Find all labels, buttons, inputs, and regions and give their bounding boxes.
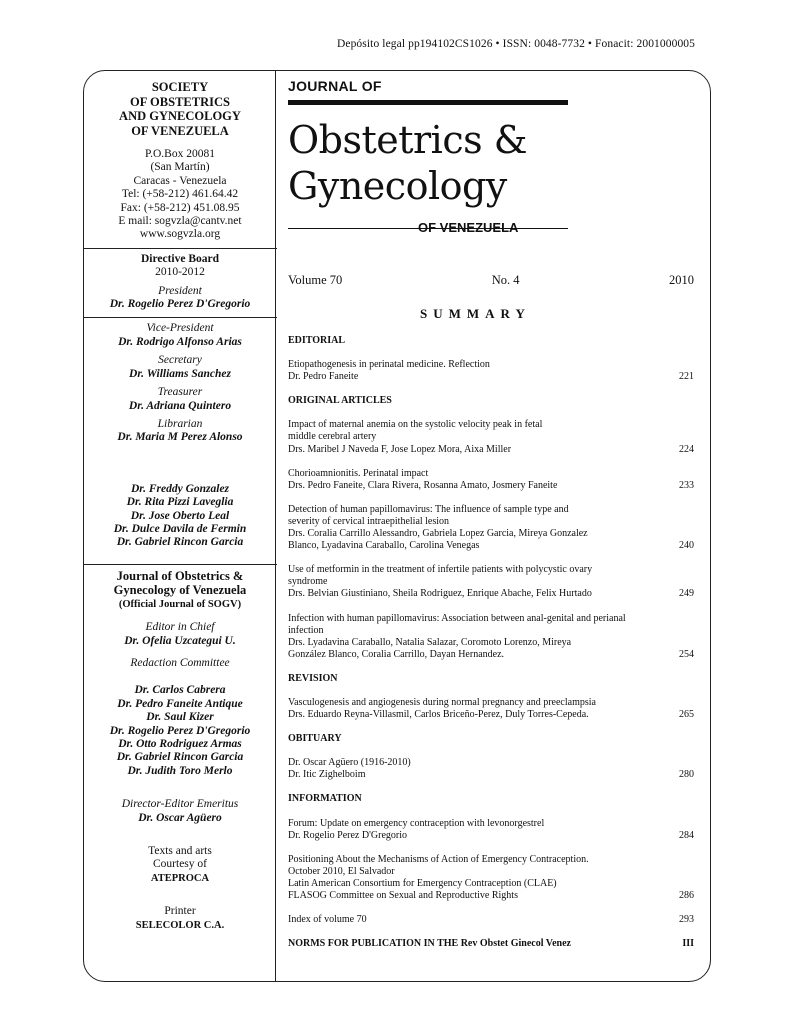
toc-entry[interactable] [288,613,694,661]
address-line: P.O.Box 20081 [145,148,215,160]
volume: Volume 70 [288,273,343,287]
masthead-title-gynecology: Gynecology [288,164,507,208]
committee-member: Dr. Gabriel Rincon Garcia [116,751,244,764]
committee-member: Dr. Saul Kizer [146,711,214,724]
toc-entry[interactable] [288,914,694,926]
toc-entry-authors: Drs. Maribel J Naveda F, Jose Lopez Mora, Aixa Miller [288,443,512,455]
toc-entry-title: severity of cervical intraepithelial lesion [288,515,450,527]
left-separator [83,564,277,565]
address-line: Tel: (+58-212) 461.64.42 [121,188,239,201]
role-label: President [158,284,202,297]
toc-entry-title: syndrome [288,576,328,588]
toc-entry-title: middle cerebral artery [288,431,377,443]
toc-entry-title: Vasculogenesis and angiogenesis during normal pregnancy and preeclampsia [288,696,596,708]
role-label: Librarian [157,417,203,430]
texts-credit-line: Texts and arts [148,845,212,858]
toc-entry-title: Chorioamnionitis. Perinatal impact [288,467,429,479]
board-period: 2010-2012 [155,266,205,279]
toc-entry-authors: Drs. Eduardo Reyna-Villasmil, Carlos Briceño-Perez, Duly Torres-Cepeda. [288,709,589,721]
toc-page-number: 293 [679,914,694,926]
toc-entry[interactable] [288,359,694,383]
spacer [90,670,270,684]
email-line: E mail: sogvzla@cantv.net [118,215,242,228]
toc-entry-authors: Drs. Coralia Carrillo Alessandro, Gabriela Lopez Garcia, Mireya Gonzalez [288,528,588,540]
masthead-underline [288,228,568,229]
section-heading-revision: REVISION [288,672,338,684]
column-divider [275,70,276,982]
committee-member: Dr. Carlos Cabrera [134,684,226,697]
role-person: Dr. Williams Sanchez [129,367,231,380]
board-member: Dr. Jose Oberto Leal [130,509,230,522]
section-heading-obituary: OBITUARY [288,733,342,745]
issue-year: 2010 [668,273,694,287]
society-line: OF VENEZUELA [131,123,229,138]
toc-entry-authors: Blanco, Lyadavina Caraballo, Carolina Venegas [288,540,480,552]
toc-page-number: 265 [679,709,694,721]
toc-entry[interactable] [288,818,694,842]
toc-page-number: 280 [679,769,694,781]
role-person: Dr. Rogelio Perez D'Gregorio [109,298,251,311]
board-member: Dr. Freddy Gonzalez [130,482,230,495]
left-column [90,80,270,932]
board-title: Directive Board [140,252,220,265]
toc-page-number: 286 [679,890,694,901]
role-label: Treasurer [157,386,203,399]
address-line: (San Martín) [150,161,210,174]
committee-member: Dr. Pedro Faneite Antique [117,697,243,710]
toc-page-number: 254 [679,648,694,660]
toc-entry-title: Index of volume 70 [288,914,367,926]
toc-entry-authors: Drs. Pedro Faneite, Clara Rivera, Rosanna Amato, Josmery Faneite [288,479,558,491]
emeritus-role: Director-Editor Emeritus [121,798,239,811]
toc-entry-title: Use of metformin in the treatment of infertile patients with polycystic ovary [288,564,593,576]
toc-entry-title: Detection of human papillomavirus: The influence of sample type and [288,503,569,515]
summary-heading: SUMMARY [420,306,531,321]
toc-entry[interactable] [288,564,694,600]
journal-info-title [90,569,270,598]
section-heading-original-articles: ORIGINAL ARTICLES [288,395,392,407]
toc-entry-authors: Dr. Rogelio Perez D'Gregorio [288,829,407,841]
committee-member: Dr. Rogelio Perez D'Gregorio [109,724,251,737]
issue-info [288,273,694,288]
society-line: AND GYNECOLOGY [119,109,241,123]
toc-page-number: 221 [679,371,694,383]
toc-entry-authors: Dr. Itic Zighelboim [288,769,366,781]
masthead-journal-of: JOURNAL OF [288,78,382,94]
editor-name: Dr. Ofelia Uzcategui U. [124,634,236,647]
toc-entry-title: Forum: Update on emergency contraception with levonorgestrel [288,817,545,829]
toc-entry-authors: González Blanco, Coralia Carrillo, Dayan Hernandez. [288,648,505,660]
texts-credit-line: Courtesy of [153,858,207,871]
journal-title-line: Journal of Obstetrics & [116,568,244,583]
printer-name: SELECOLOR C.A. [135,919,225,931]
toc-entry-title: Impact of maternal anemia on the systolic velocity peak in fetal [288,419,543,431]
left-separator [83,317,277,318]
editor-role: Editor in Chief [145,621,215,634]
toc-page-number: 224 [679,443,694,455]
board-member: Dr. Dulce Davila de Fermin [113,522,247,535]
toc-entry-title: Dr. Oscar Agüero (1916-2010) [288,757,411,769]
section-heading-information: INFORMATION [288,793,362,805]
toc-entry[interactable] [288,419,694,455]
toc-entry-title: Etiopathogenesis in perinatal medicine. Reflection [288,359,490,371]
role-person: Dr. Adriana Quintero [128,399,232,412]
texts-credit-org: ATEPROCA [150,872,210,884]
committee-member: Dr. Otto Rodriguez Armas [118,738,242,750]
committee-member: Dr. Judith Toro Merlo [127,764,233,777]
address-line: Fax: (+58-212) 451.08.95 [120,201,240,214]
toc-entry-authors: Latin American Consortium for Emergency Contraception (CLAE) [288,877,557,889]
toc-entry-authors: Drs. Belvian Giustiniano, Sheila Rodriguez, Enrique Abache, Felix Hurtado [288,588,592,600]
toc-entry-title: infection [288,624,324,636]
issue-number: No. 4 [491,273,520,287]
journal-title-line: Gynecology of Venezuela [113,583,247,598]
toc-entry[interactable] [288,504,694,552]
toc-entry[interactable] [288,697,694,721]
role-person: Dr. Rodrigo Alfonso Arias [118,335,242,348]
toc-entry[interactable] [288,757,694,781]
official-journal-note: (Official Journal of SOGV) [118,598,242,610]
toc-entry-title: NORMS FOR PUBLICATION IN THE Rev Obstet Ginecol Venez [288,938,571,950]
toc-entry-title: October 2010, El Salvador [288,865,395,877]
committee-title: Redaction Committee [130,656,230,669]
table-of-contents [288,335,694,950]
toc-entry-title: Positioning About the Mechanisms of Action of Emergency Contraception. [288,853,589,865]
toc-page-number: 249 [679,588,694,600]
toc-page-number: 233 [679,479,694,491]
legal-deposit-line: Depósito legal pp194102CS1026 • ISSN: 0048-7732 • Fonacit: 2001000005 [336,38,695,50]
toc-entry[interactable] [288,468,694,492]
toc-entry[interactable] [288,854,694,902]
board-member: Dr. Gabriel Rincon Garcia [116,536,244,549]
masthead-bar [288,100,568,105]
society-name [90,80,270,138]
role-label: Secretary [158,354,202,367]
board-member: Dr. Rita Pizzi Laveglia [126,496,234,509]
toc-entry-authors: Drs. Lyadavina Caraballo, Natalia Salazar, Coromoto Lorenzo, Mireya [288,636,572,648]
masthead [288,78,698,235]
address-line: Caracas - Venezuela [133,174,227,187]
toc-entry-authors: FLASOG Committee on Sexual and Reproductive Rights [288,890,518,901]
role-label: Vice-President [146,322,214,335]
society-address [90,148,270,242]
toc-entry-norms[interactable] [288,938,694,950]
toc-page-number: 284 [679,829,694,841]
emeritus-name: Dr. Oscar Agüero [138,811,222,824]
masthead-of-venezuela: OF VENEZUELA [418,220,519,235]
toc-entry-title: Infection with human papillomavirus: Association between anal-genital and perianal [288,612,626,624]
left-separator [83,248,277,249]
toc-page-number: III [682,938,694,950]
society-line: OF OBSTETRICS [130,94,230,109]
toc-entry-authors: Dr. Pedro Faneite [288,371,359,383]
role-person: Dr. Maria M Perez Alonso [117,431,243,444]
spacer [90,445,270,483]
toc-page-number: 240 [679,540,694,552]
section-heading-editorial: EDITORIAL [288,335,346,346]
printer-label: Printer [164,905,196,918]
website-line: www.sogvzla.org [139,228,221,241]
masthead-title-obstetrics: Obstetrics & [288,118,528,162]
society-line: SOCIETY [151,80,209,94]
